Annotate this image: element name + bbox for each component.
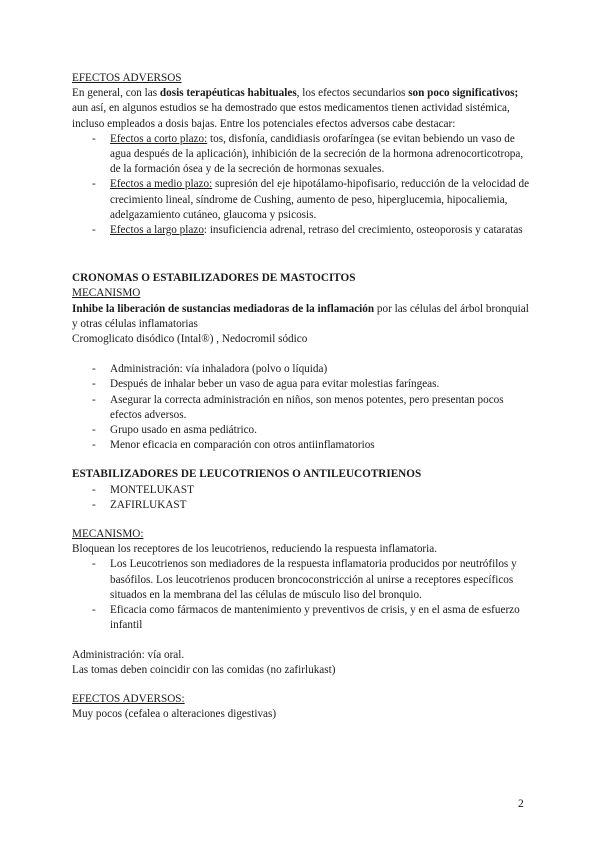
intro-text: , los efectos secundarios — [296, 87, 409, 100]
page-number: 2 — [518, 798, 524, 810]
list-item: - Asegurar la correcta administración en niños, son menos potentes, pero presentan pocos efectos adversos. — [72, 393, 532, 423]
mechanism-text — [72, 302, 532, 332]
list-item: - Eficacia como fármacos de mantenimiento y preventivos de crisis, y en el asma de esfuerzo infantil — [72, 603, 532, 633]
drug-names: Cromoglicato disódico (Intal®) , Nedocromil sódico — [72, 333, 308, 346]
item-text: : insuficiencia adrenal, retraso del crecimiento, osteoporosis y cataratas — [203, 224, 523, 237]
mechanism-heading: MECANISMO — [72, 287, 141, 300]
adverse-effects-intro — [72, 86, 532, 132]
item-label: Efectos a largo plazo — [110, 224, 204, 237]
list-item: - Después de inhalar beber un vaso de agua para evitar molestias faríngeas. — [72, 377, 532, 392]
adverse-effects-text: Muy pocos (cefalea o alteraciones digestivas) — [72, 708, 277, 721]
adverse-effects-heading: EFECTOS ADVERSOS — [72, 72, 182, 84]
list-item: - ZAFIRLUKAST — [72, 498, 532, 513]
section-title-cronomas: CRONOMAS O ESTABILIZADORES DE MASTOCITOS — [72, 272, 356, 285]
section-title-leukotrienes: ESTABILIZADORES DE LEUCOTRIENOS O ANTILEUCOTRIENOS — [72, 468, 422, 481]
list-item: - Menor eficacia en comparación con otros antiinflamatorios — [72, 438, 532, 453]
list-item — [72, 132, 532, 178]
page-content — [72, 71, 532, 722]
list-item — [72, 177, 532, 223]
list-item: - MONTELUKAST — [72, 483, 532, 498]
list-item: - Administración: vía inhaladora (polvo o líquida) — [72, 362, 532, 377]
adverse-effects-list — [72, 132, 532, 238]
mechanism-bold: Inhibe la liberación de sustancias mediadoras de la inflamación — [72, 302, 375, 315]
intro-text: En general, con las — [72, 87, 160, 100]
list-item — [72, 223, 532, 238]
cronomas-list — [72, 362, 532, 453]
mechanism-text: Bloquean los receptores de los leucotrienos, reduciendo la respuesta inflamatoria. — [72, 543, 438, 556]
administration-text: Administración: vía oral. — [72, 648, 185, 661]
leukotriene-drugs-list — [72, 483, 532, 513]
intro-bold-effects: son poco significativos; — [408, 87, 519, 100]
leukotriene-mechanism-list — [72, 557, 532, 633]
mechanism-rest: por las células del árbol bronquial y otras células inflamatorias — [72, 302, 529, 330]
item-label: Efectos a corto plazo: — [110, 132, 208, 145]
item-text: tos, disfonía, candidiasis orofaríngea (se evitan bebiendo un vaso de agua después de la aplicación), inhibición de la secreción de la hormona adrenocorticotropa, de la formación ósea y de la secreción de hormonas sexuales. — [110, 132, 524, 176]
list-item: - Los Leucotrienos son mediadores de la respuesta inflamatoria producidos por neutrófilos y basófilos. Los leucotrienos producen broncoconstricción al unirse a receptores específicos situados en la membrana del las células de músculo liso del bronquio. — [72, 557, 532, 603]
adverse-effects-heading: EFECTOS ADVERSOS: — [72, 692, 185, 705]
list-item: - Grupo usado en asma pediátrico. — [72, 423, 532, 438]
meals-text: Las tomas deben coincidir con las comidas (no zafirlukast) — [72, 663, 336, 676]
mechanism-heading: MECANISMO: — [72, 528, 144, 541]
item-label: Efectos a medio plazo: — [110, 178, 213, 191]
intro-text: aun así, en algunos estudios se ha demostrado que estos medicamentos tienen actividad sistémica, incluso empleados a dosis bajas. Entre los potenciales efectos adversos cabe destacar: — [72, 102, 510, 130]
item-text: supresión del eje hipotálamo-hipofisario, reducción de la velocidad de crecimiento lineal, síndrome de Cushing, aumento de peso, hiperglucemia, hipocaliemia, adelgazamiento cutáneo, glaucoma y psicosis. — [110, 178, 530, 221]
intro-bold-doses: dosis terapéuticas habituales — [159, 87, 297, 100]
